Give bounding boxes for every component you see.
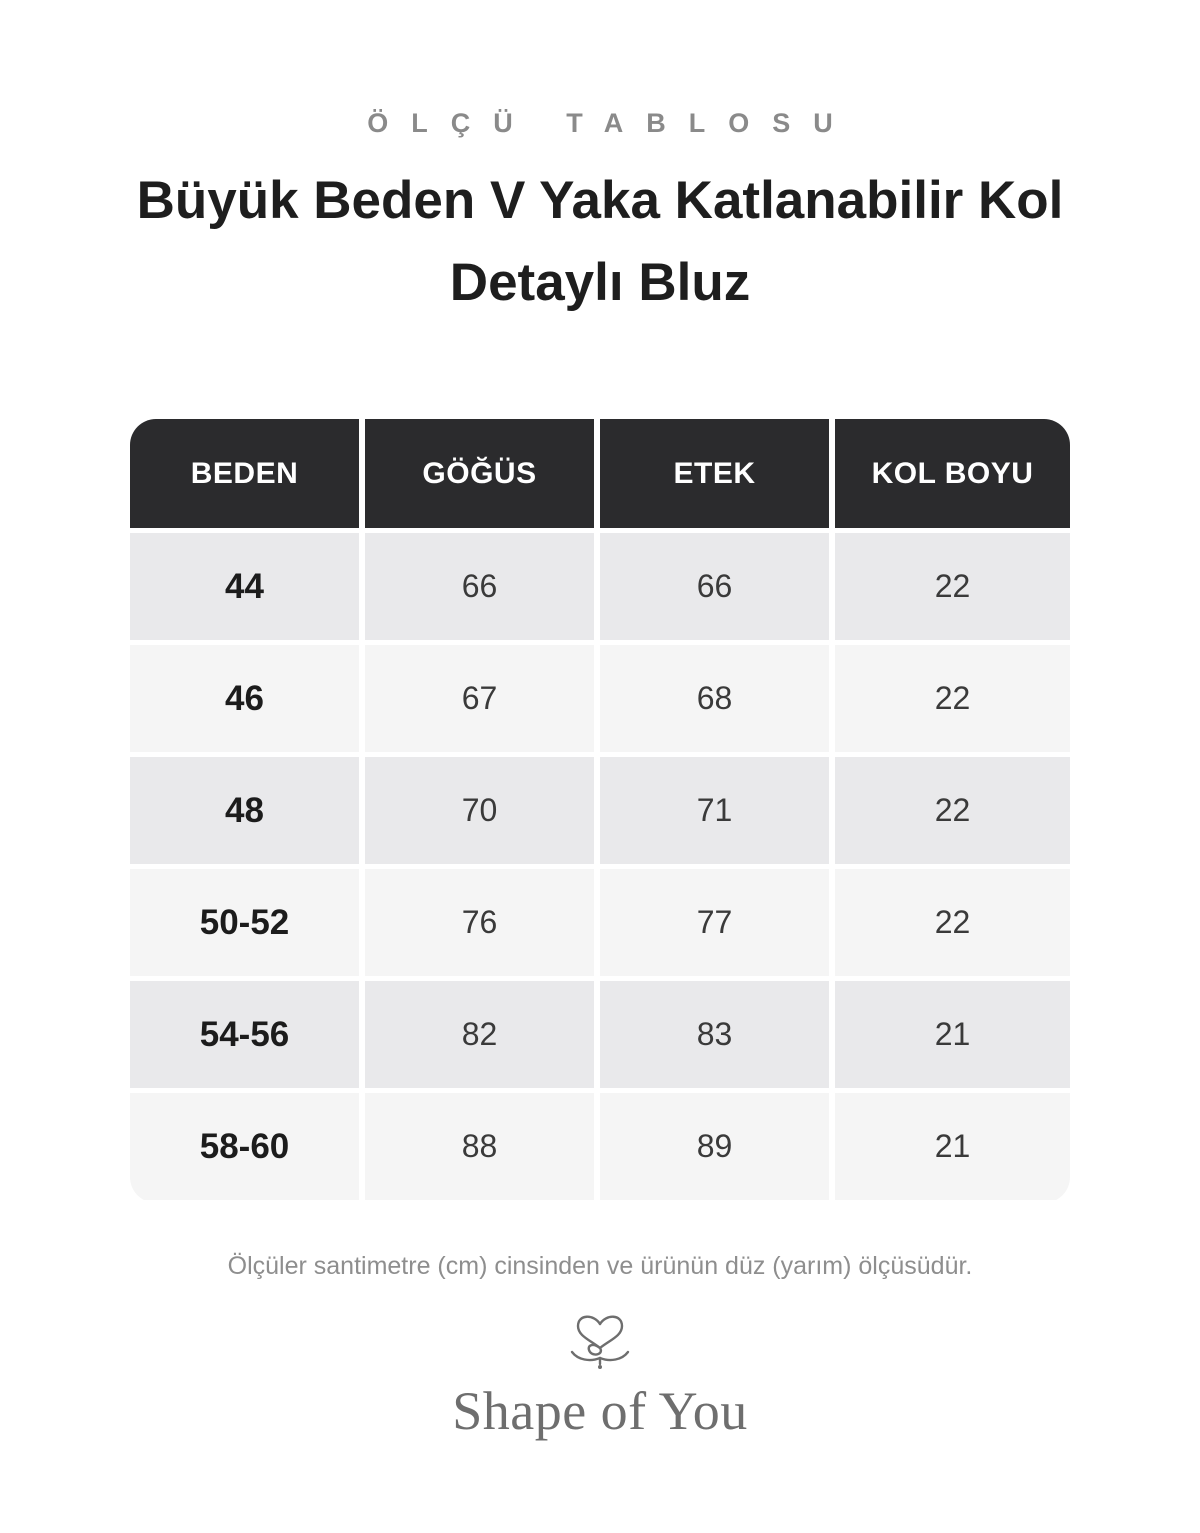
hem-cell: 71 [600, 757, 835, 869]
hem-cell: 66 [600, 533, 835, 645]
sleeve-length-cell: 21 [835, 1093, 1070, 1200]
size-cell: 44 [130, 533, 365, 645]
chest-cell: 82 [365, 981, 600, 1093]
table-row [130, 533, 1070, 645]
table-row [130, 757, 1070, 869]
size-cell: 48 [130, 757, 365, 869]
page-title: Büyük Beden V Yaka Katlanabilir Kol Detaylı Bluz [136, 171, 1064, 312]
hem-cell: 77 [600, 869, 835, 981]
sleeve-length-cell: 22 [835, 533, 1070, 645]
column-header-hem: ETEK [600, 419, 835, 533]
chest-cell: 88 [365, 1093, 600, 1200]
sleeve-length-cell: 21 [835, 981, 1070, 1093]
table-row [130, 981, 1070, 1093]
hem-cell: 83 [600, 981, 835, 1093]
brand-name: Shape of You [452, 1381, 748, 1441]
hem-cell: 89 [600, 1093, 835, 1200]
sleeve-length-cell: 22 [835, 757, 1070, 869]
chest-cell: 67 [365, 645, 600, 757]
table-header-row [130, 419, 1070, 533]
size-cell: 50-52 [130, 869, 365, 981]
chest-cell: 76 [365, 869, 600, 981]
table-row [130, 1093, 1070, 1200]
table-row [130, 869, 1070, 981]
sleeve-length-cell: 22 [835, 645, 1070, 757]
table-row [130, 645, 1070, 757]
column-header-chest: GÖĞÜS [365, 419, 600, 533]
table-body [130, 533, 1070, 1200]
chest-cell: 66 [365, 533, 600, 645]
heart-swirl-icon [568, 1310, 632, 1370]
size-table [130, 419, 1070, 1200]
table-header [130, 419, 1070, 533]
size-cell: 58-60 [130, 1093, 365, 1200]
hem-cell: 68 [600, 645, 835, 757]
column-header-sleeve-length: KOL BOYU [835, 419, 1070, 533]
page-eyebrow: ÖLÇÜ TABLOSU [367, 108, 856, 138]
chest-cell: 70 [365, 757, 600, 869]
sleeve-length-cell: 22 [835, 869, 1070, 981]
size-cell: 54-56 [130, 981, 365, 1093]
column-header-size: BEDEN [130, 419, 365, 533]
brand-logo [400, 1310, 800, 1460]
measurement-note: Ölçüler santimetre (cm) cinsinden ve ürünün düz (yarım) ölçüsüdür. [227, 1252, 973, 1280]
size-cell: 46 [130, 645, 365, 757]
size-table-container [130, 419, 1070, 1203]
